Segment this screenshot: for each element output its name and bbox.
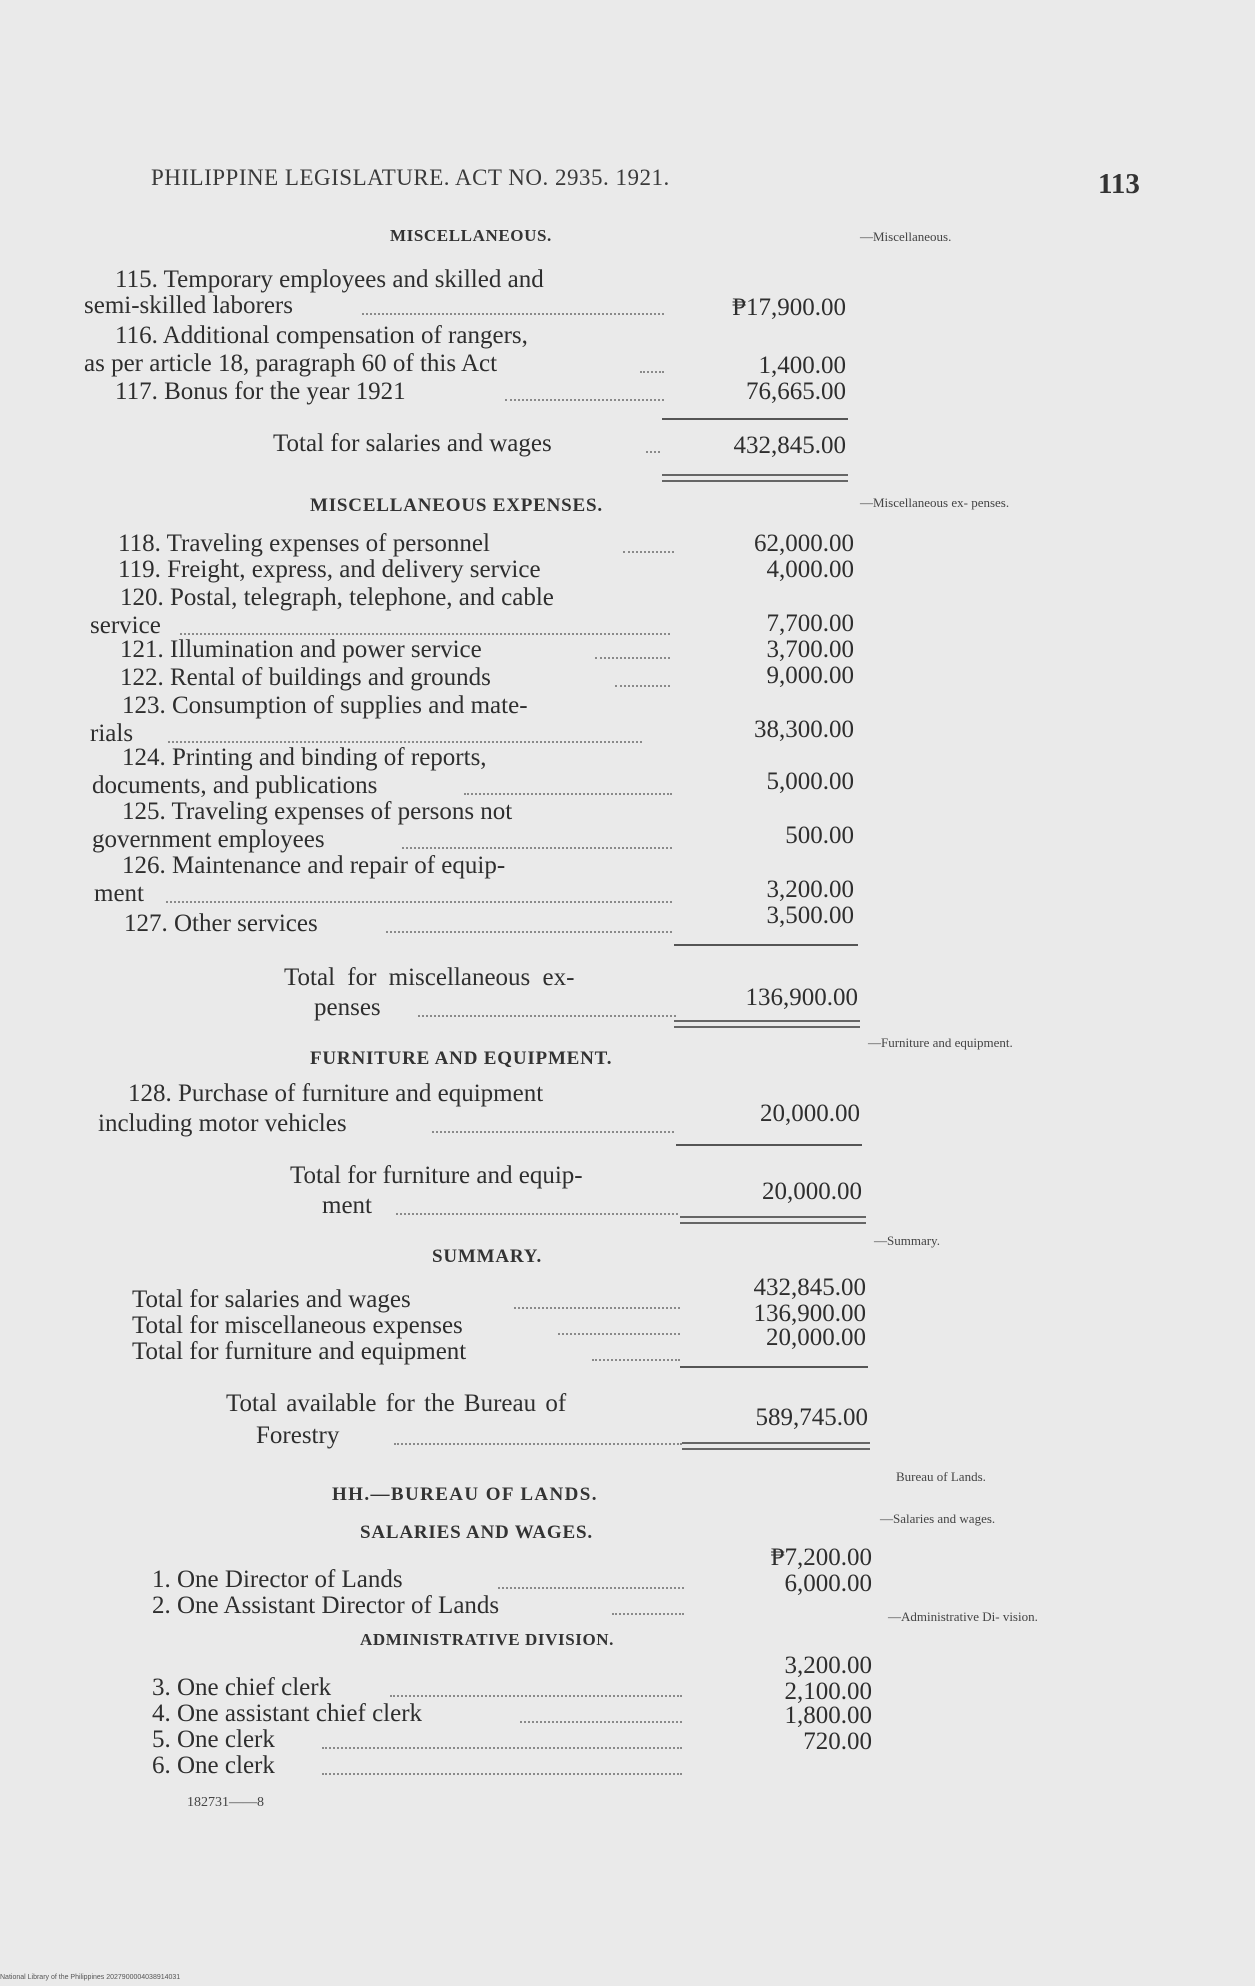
total-furniture-line1: Total for furniture and equip- [290,1162,583,1189]
amount-120: 7,700.00 [766,610,854,637]
total-misc-expenses-line1: Total for miscellaneous ex- [284,964,575,991]
amount-117: 76,665.00 [746,378,846,405]
item-125-line1: 125. Traveling expenses of persons not [122,798,513,825]
amount-lands-5: 1,800.00 [784,1702,872,1729]
printer-signature: 182731——8 [187,1795,264,1810]
amount-lands-6: 720.00 [803,1728,872,1755]
item-127: 127. Other services [124,910,672,938]
item-126-line1: 126. Maintenance and repair of equip- [122,852,506,879]
item-121: 121. Illumination and power service [120,636,670,664]
amount-119: 4,000.00 [766,556,854,583]
amount-total-salaries: 432,845.00 [733,432,846,459]
total-available-line1: Total available for the Bureau of [226,1390,567,1417]
lands-item-4: 4. One assistant chief clerk [152,1700,682,1728]
amount-121: 3,700.00 [766,636,854,663]
item-117: 117. Bonus for the year 1921 [115,378,664,406]
margin-note-furniture: —Furniture and equipment. [868,1035,1013,1050]
lands-item-1: 1. One Director of Lands [152,1566,684,1594]
amount-total-misc-expenses: 136,900.00 [745,984,858,1011]
total-available-line2: Forestry [256,1422,682,1450]
amount-123: 38,300.00 [754,716,854,743]
item-119: 119. Freight, express, and delivery service [118,556,541,583]
rule-line [676,1144,862,1146]
amount-total-available: 589,745.00 [755,1404,868,1431]
heading-salaries-wages: SALARIES AND WAGES. [360,1522,593,1543]
amount-lands-1: ₱7,200.00 [770,1544,872,1571]
heading-furniture-equipment: FURNITURE AND EQUIPMENT. [310,1048,613,1069]
margin-note-miscellaneous: —Miscellaneous. [860,229,952,244]
total-salaries-wages: Total for salaries and wages [273,430,665,458]
item-124-line1: 124. Printing and binding of reports, [122,744,487,771]
running-header: PHILIPPINE LEGISLATURE. ACT NO. 2935. 1921. [151,165,670,190]
lands-item-3: 3. One chief clerk [152,1674,682,1702]
item-126-line2: ment [94,880,672,908]
amount-118: 62,000.00 [754,530,854,557]
lands-item-2: 2. One Assistant Director of Lands [152,1592,684,1620]
margin-note-admin: —Administrative Di- vision. [888,1609,1038,1624]
margin-note-bureau-lands: Bureau of Lands. [896,1469,986,1484]
margin-note-salaries: —Salaries and wages. [880,1511,996,1526]
double-rule [662,474,848,482]
amount-summary-furniture: 20,000.00 [766,1324,866,1351]
heading-administrative-division: ADMINISTRATIVE DIVISION. [360,1630,615,1649]
item-123-line2: rials [90,720,642,748]
library-stamp: National Library of the Philippines 2027900004038914031 [0,1974,181,1981]
item-125-line2: government employees [92,826,672,854]
item-120-line2: service [90,612,670,640]
lands-item-6: 6. One clerk [152,1752,682,1780]
double-rule [682,1442,870,1450]
rule-line [680,1366,868,1368]
summary-furniture: Total for furniture and equipment [132,1338,680,1366]
double-rule [674,1020,860,1028]
item-123-line1: 123. Consumption of supplies and mate- [122,692,528,719]
item-116-line1: 116. Additional compensation of rangers, [115,322,528,349]
amount-128: 20,000.00 [760,1100,860,1127]
amount-127: 3,500.00 [766,902,854,929]
item-115-line1: 115. Temporary employees and skilled and [115,266,544,293]
item-124-line2: documents, and publications [92,772,672,800]
item-122: 122. Rental of buildings and grounds [120,664,670,692]
amount-lands-4: 2,100.00 [784,1678,872,1705]
summary-salaries: Total for salaries and wages [132,1286,680,1314]
amount-115: ₱17,900.00 [732,294,846,321]
amount-122: 9,000.00 [766,662,854,689]
double-rule [680,1216,866,1224]
amount-116: 1,400.00 [758,352,846,379]
amount-125: 500.00 [785,822,854,849]
lands-item-5: 5. One clerk [152,1726,682,1754]
amount-126: 3,200.00 [766,876,854,903]
margin-note-summary: —Summary. [874,1233,940,1248]
heading-misc-expenses: MISCELLANEOUS EXPENSES. [310,495,603,516]
amount-total-furniture: 20,000.00 [762,1178,862,1205]
heading-summary: SUMMARY. [432,1246,543,1267]
margin-note-misc-expenses: —Miscellaneous ex- penses. [860,495,1010,510]
item-128-line1: 128. Purchase of furniture and equipment [128,1080,544,1107]
amount-124: 5,000.00 [766,768,854,795]
amount-summary-misc: 136,900.00 [753,1300,866,1327]
item-128-line2: including motor vehicles [98,1110,674,1138]
page-number: 113 [1098,168,1140,200]
item-116-line2: as per article 18, paragraph 60 of this Act [84,350,664,378]
heading-bureau-of-lands: HH.—BUREAU OF LANDS. [332,1484,598,1505]
item-115-line2: semi-skilled laborers [84,292,664,320]
summary-misc-expenses: Total for miscellaneous expenses [132,1312,680,1340]
rule-line [662,418,848,420]
rule-line [674,944,858,946]
total-furniture-line2: ment [322,1192,678,1220]
heading-miscellaneous: MISCELLANEOUS. [390,226,552,245]
amount-summary-salaries: 432,845.00 [753,1274,866,1301]
total-misc-expenses-line2: penses [314,994,676,1022]
amount-lands-2: 6,000.00 [784,1570,872,1597]
item-120-line1: 120. Postal, telegraph, telephone, and cable [120,584,554,611]
amount-lands-3: 3,200.00 [784,1652,872,1679]
item-118: 118. Traveling expenses of personnel [118,530,674,558]
